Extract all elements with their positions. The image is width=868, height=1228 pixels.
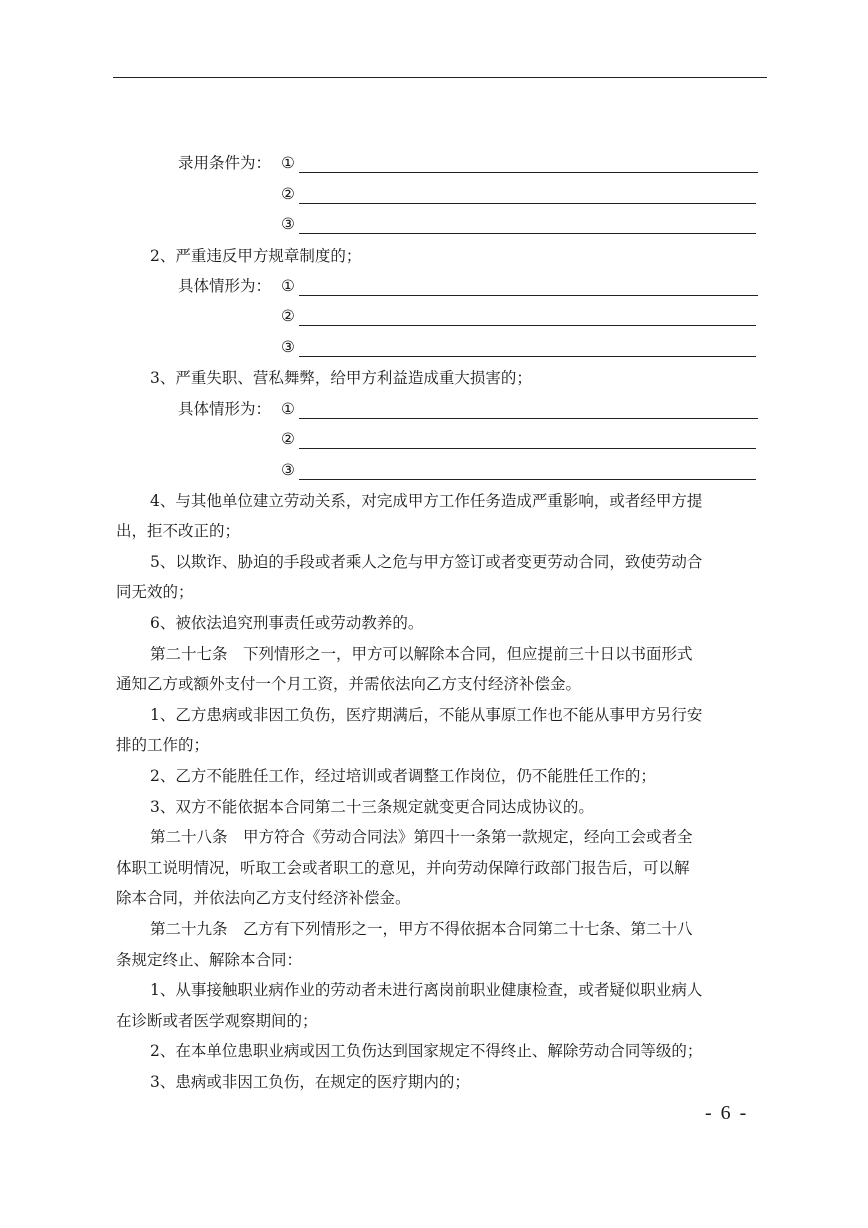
page-number: - 6 - — [705, 1102, 749, 1124]
paragraph-line: 6、被依法追究刑事责任或劳动教养的。 — [150, 614, 424, 632]
fill-blank-line[interactable] — [299, 418, 758, 419]
header-rule — [113, 77, 767, 78]
condition-label: 具体情形为： — [178, 277, 272, 295]
paragraph-line: 出，拒不改正的； — [116, 522, 241, 540]
paragraph-line: 通知乙方或额外支付一个月工资，并需依法向乙方支付经济补偿金。 — [116, 675, 582, 693]
blank-marker: ③ — [281, 338, 295, 356]
fill-blank-line[interactable] — [299, 233, 756, 234]
blank-marker: ② — [281, 430, 295, 448]
paragraph-line: 除本合同，并依法向乙方支付经济补偿金。 — [116, 889, 411, 907]
condition-label: 具体情形为： — [178, 400, 272, 418]
blank-marker: ① — [281, 400, 295, 418]
article-29: 第二十九条 乙方有下列情形之一，甲方不得依据本合同第二十七条、第二十八 — [150, 920, 693, 938]
fill-blank-line[interactable] — [299, 479, 756, 480]
blank-marker: ③ — [281, 215, 295, 233]
paragraph-line: 在诊断或者医学观察期间的； — [116, 1012, 318, 1030]
article-28: 第二十八条 甲方符合《劳动合同法》第四十一条第一款规定，经向工会或者全 — [150, 828, 693, 846]
fill-blank-line[interactable] — [299, 295, 758, 296]
fill-blank-line[interactable] — [299, 356, 756, 357]
paragraph-line: 条规定终止、解除本合同： — [116, 951, 303, 969]
blank-marker: ② — [281, 307, 295, 325]
blank-marker: ③ — [281, 461, 295, 479]
paragraph-line: 3、患病或非因工负伤，在规定的医疗期内的； — [150, 1073, 470, 1091]
condition-label: 录用条件为： — [178, 154, 272, 172]
fill-blank-line[interactable] — [299, 448, 756, 449]
paragraph-line: 2、在本单位患职业病或因工负伤达到国家规定不得终止、解除劳动合同等级的； — [150, 1042, 703, 1060]
blank-marker: ② — [281, 185, 295, 203]
fill-blank-line[interactable] — [299, 325, 756, 326]
paragraph-line: 3、双方不能依据本合同第二十三条规定就变更合同达成协议的。 — [150, 798, 594, 816]
clause-item: 3、严重失职、营私舞弊，给甲方利益造成重大损害的； — [150, 369, 532, 387]
fill-blank-line[interactable] — [299, 172, 758, 173]
paragraph-line: 排的工作的； — [116, 736, 210, 754]
clause-item: 2、严重违反甲方规章制度的； — [150, 247, 362, 265]
blank-marker: ① — [281, 154, 295, 172]
paragraph-line: 同无效的； — [116, 583, 194, 601]
blank-marker: ① — [281, 277, 295, 295]
paragraph-line: 1、乙方患病或非因工负伤，医疗期满后，不能从事原工作也不能从事甲方另行安 — [150, 706, 703, 724]
paragraph-line: 1、从事接触职业病作业的劳动者未进行离岗前职业健康检查，或者疑似职业病人 — [150, 981, 703, 999]
fill-blank-line[interactable] — [299, 203, 756, 204]
article-27: 第二十七条 下列情形之一，甲方可以解除本合同，但应提前三十日以书面形式 — [150, 645, 693, 663]
paragraph-line: 5、以欺诈、胁迫的手段或者乘人之危与甲方签订或者变更劳动合同，致使劳动合 — [150, 553, 703, 571]
paragraph-line: 2、乙方不能胜任工作，经过培训或者调整工作岗位，仍不能胜任工作的； — [150, 767, 656, 785]
paragraph-line: 体职工说明情况，听取工会或者职工的意见，并向劳动保障行政部门报告后，可以解 — [116, 859, 690, 877]
paragraph-line: 4、与其他单位建立劳动关系，对完成甲方工作任务造成严重影响，或者经甲方提 — [150, 492, 703, 510]
